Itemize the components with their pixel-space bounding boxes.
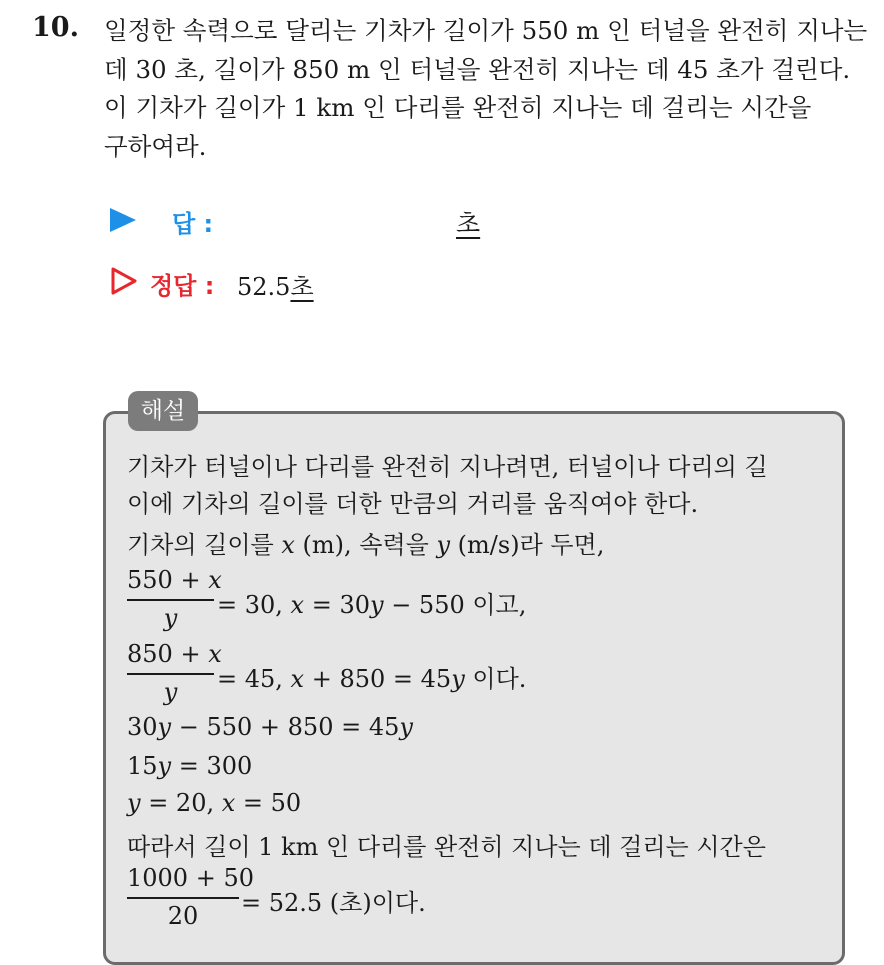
- correct-answer-row: [110, 264, 530, 300]
- explanation-tab: 해설: [128, 391, 198, 431]
- question-line: 데 30 초, 길이가 850 m 인 터널을 완전히 지나는 데 45 초가 걸린다.: [104, 54, 851, 84]
- explanation-line: 기차가 터널이나 다리를 완전히 지나려면, 터널이나 다리의 길: [127, 453, 768, 481]
- equation-line: 30y − 550 + 850 = 45y: [127, 713, 413, 741]
- question-number: 10.: [32, 12, 79, 43]
- answer-label: 답 :: [172, 210, 214, 238]
- answer-unit: 초: [456, 209, 481, 238]
- play-icon: [110, 208, 136, 232]
- explanation-line: 이에 기차의 길이를 더한 만큼의 거리를 움직여야 한다.: [127, 490, 699, 518]
- equation-line: 15y = 300: [127, 752, 253, 780]
- correct-label: 정답 :: [150, 272, 215, 300]
- explanation-line: 따라서 길이 1 km 인 다리를 완전히 지나는 데 걸리는 시간은: [127, 833, 766, 861]
- question-line: 이 기차가 길이가 1 km 인 다리를 완전히 지나는 데 걸리는 시간을: [104, 93, 812, 122]
- correct-unit: 초: [290, 273, 314, 301]
- correct-value: 52.5초: [237, 273, 314, 301]
- question-line: 일정한 속력으로 달리는 기차가 길이가 550 m 인 터널을 완전히 지나는: [104, 16, 868, 45]
- explanation-line: 기차의 길이를 x (m), 속력을 y (m/s)라 두면,: [127, 531, 605, 559]
- question-line: 구하여라.: [104, 131, 207, 161]
- triangle-outline-icon: [110, 266, 138, 296]
- equation-line: y = 20, x = 50: [127, 789, 302, 817]
- question-text: [104, 12, 868, 166]
- answer-row: [110, 202, 530, 238]
